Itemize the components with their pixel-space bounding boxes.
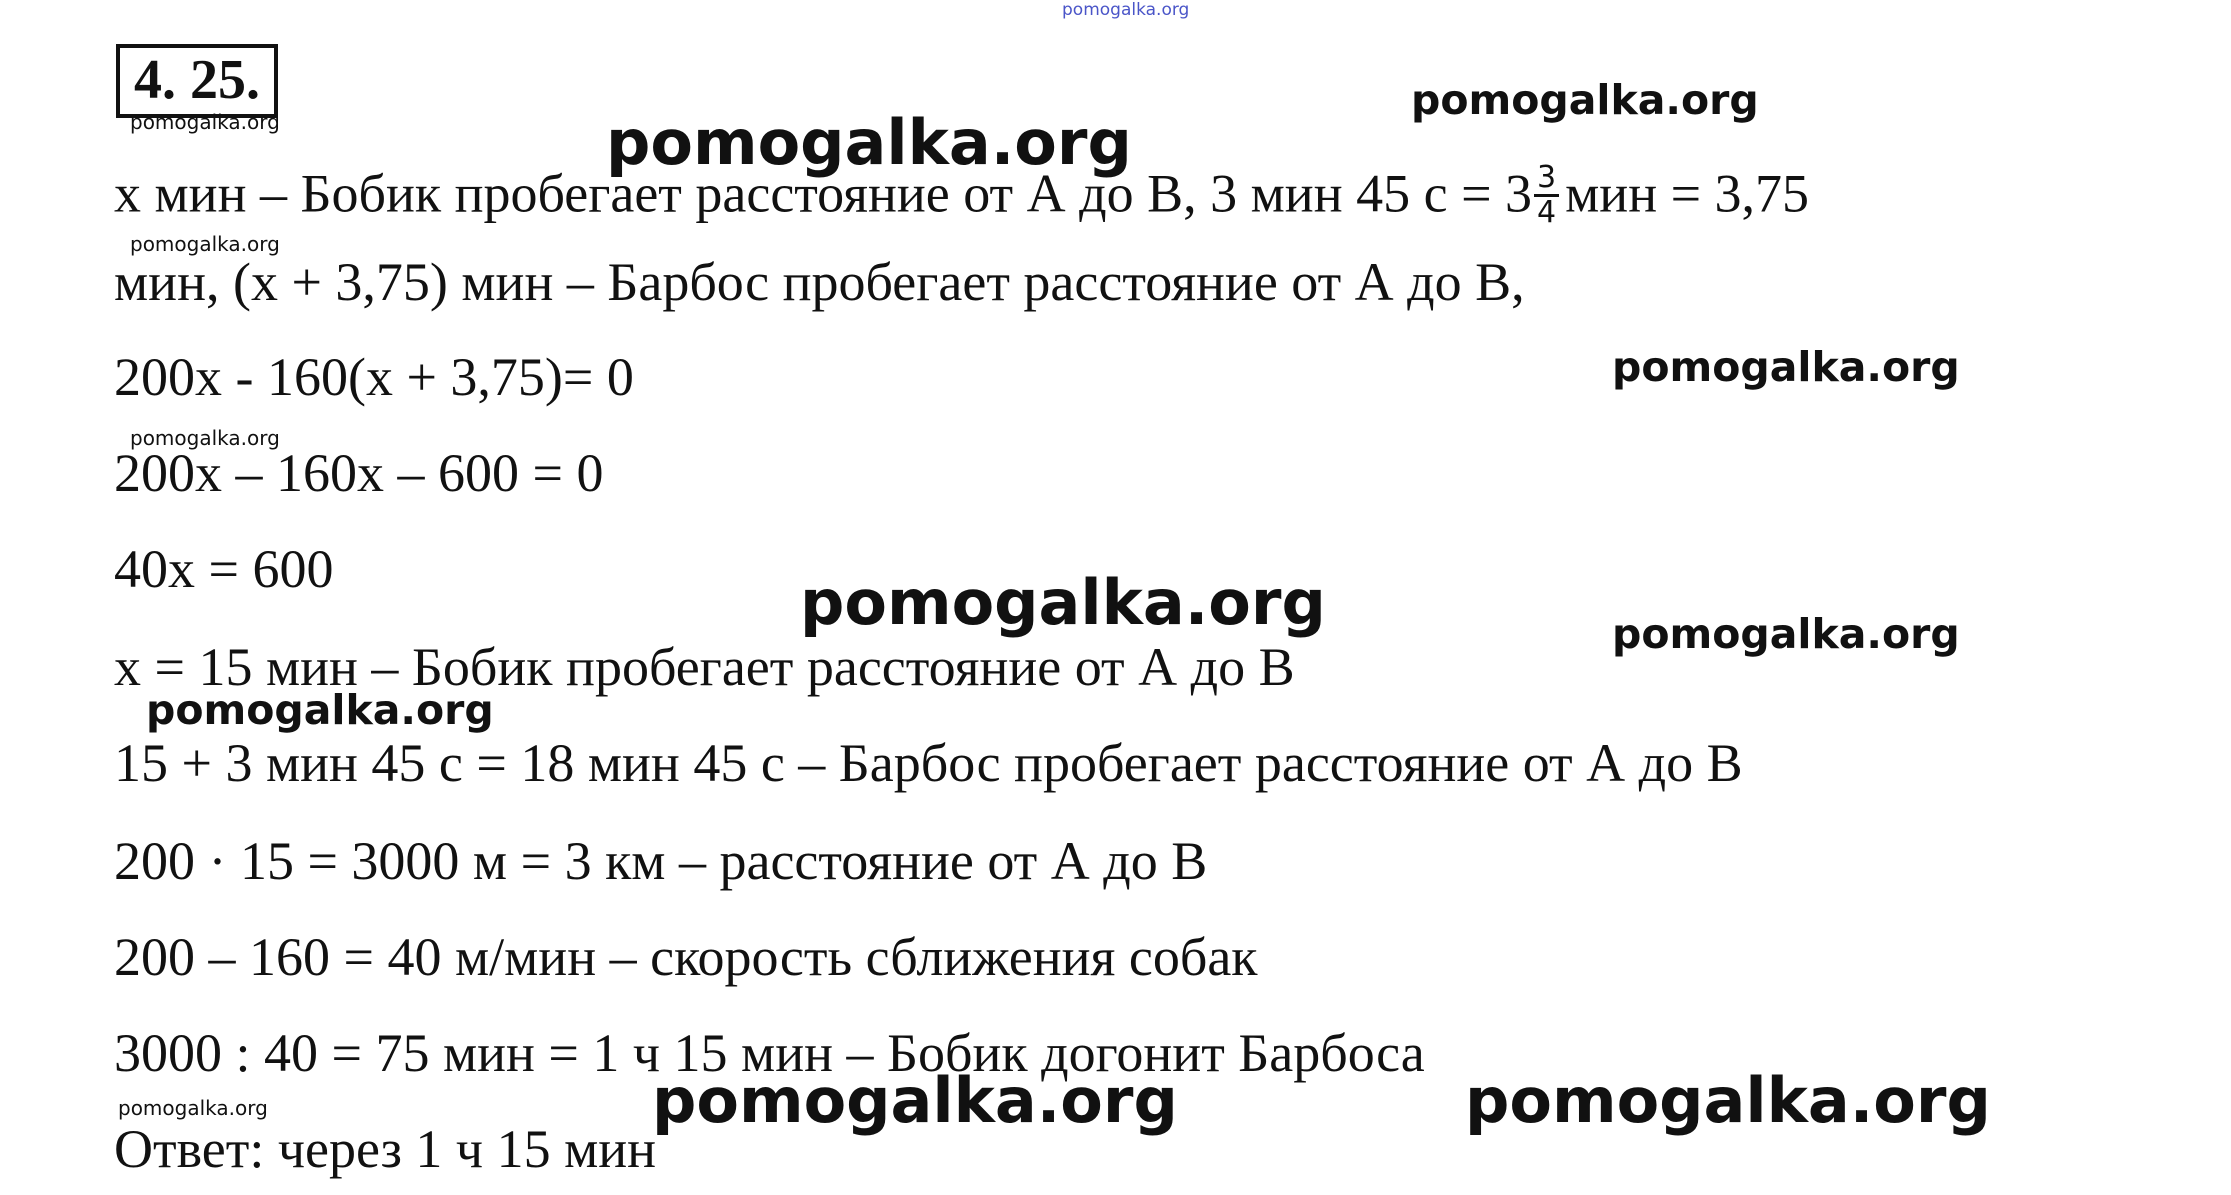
fraction-numerator: 3 (1534, 162, 1559, 197)
problem-number: 4. 25. (116, 44, 278, 118)
fraction (1534, 162, 1559, 228)
fraction-denominator: 4 (1537, 194, 1557, 230)
line1-text-after: мин = 3,75 (1565, 163, 1810, 224)
solution-line-6: x = 15 мин – Бобик пробегает расстояние от А до В (114, 637, 1295, 697)
watermark: pomogalka.org (800, 566, 1326, 639)
watermark: pomogalka.org (118, 1096, 268, 1120)
watermark: pomogalka.org (146, 686, 494, 734)
solution-line-1 (114, 160, 1810, 232)
line1-text-before: x мин – Бобик пробегает расстояние от А до В, 3 мин 45 с = 3 (114, 163, 1533, 224)
solution-line-10: 3000 : 40 = 75 мин = 1 ч 15 мин – Бобик догонит Барбоса (114, 1023, 1425, 1083)
watermark: pomogalka.org (130, 232, 280, 256)
solution-line-4: 200x – 160x – 600 = 0 (114, 443, 604, 503)
watermark: pomogalka.org (1411, 76, 1759, 124)
watermark: pomogalka.org (1465, 1064, 1991, 1137)
watermark: pomogalka.org (130, 110, 280, 134)
answer-line: Ответ: через 1 ч 15 мин (114, 1119, 657, 1179)
watermark: pomogalka.org (130, 426, 280, 450)
solution-line-7: 15 + 3 мин 45 с = 18 мин 45 с – Барбос пробегает расстояние от А до В (114, 733, 1743, 793)
watermark-top: pomogalka.org (1062, 0, 1190, 20)
solution-line-2: мин, (x + 3,75) мин – Барбос пробегает расстояние от А до В, (114, 252, 1525, 312)
watermark: pomogalka.org (606, 106, 1132, 179)
solution-line-5: 40x = 600 (114, 539, 334, 599)
watermark: pomogalka.org (1612, 343, 1960, 391)
solution-line-3: 200x - 160(x + 3,75)= 0 (114, 347, 634, 407)
solution-line-8: 200 · 15 = 3000 м = 3 км – расстояние от А до В (114, 831, 1208, 891)
watermark: pomogalka.org (1612, 610, 1960, 658)
solution-line-9: 200 – 160 = 40 м/мин – скорость сближения собак (114, 927, 1258, 987)
watermark: pomogalka.org (652, 1064, 1178, 1137)
